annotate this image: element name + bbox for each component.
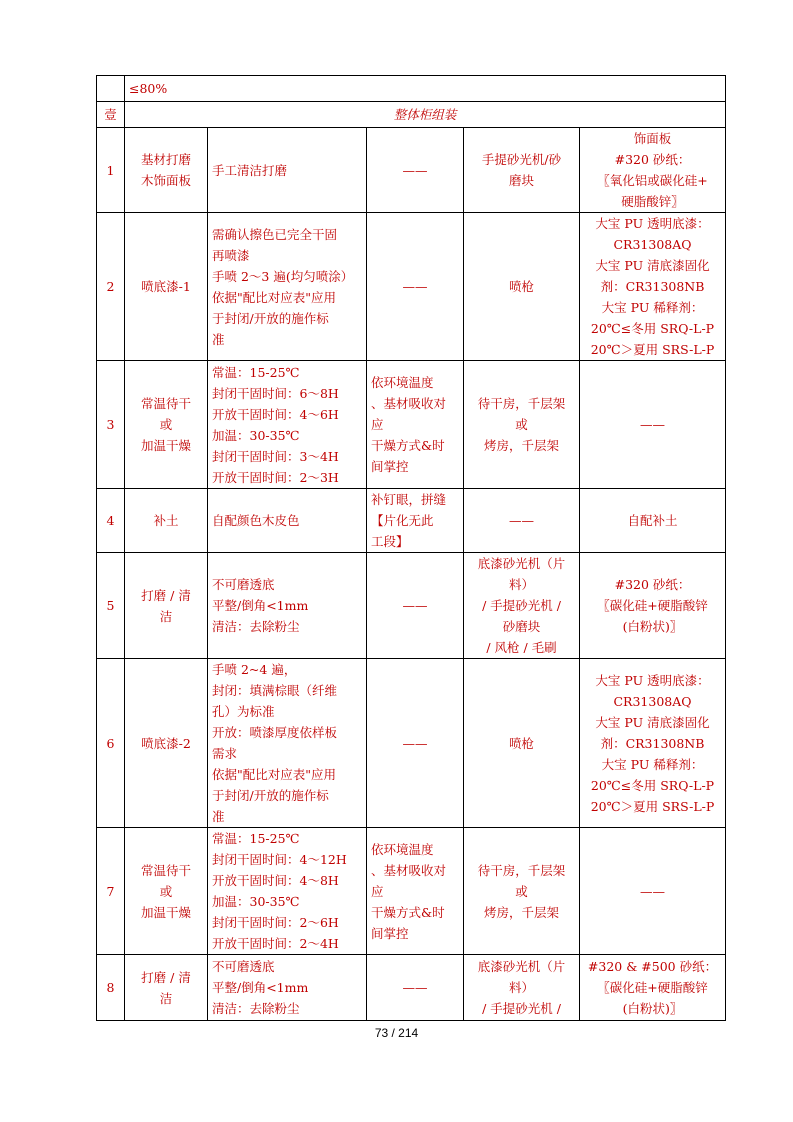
process-material-line: 大宝 PU 稀释剂： (601, 300, 704, 315)
process-material-line: 饰面板 (633, 131, 672, 146)
process-note-cell (367, 955, 464, 1021)
process-method-line: 封闭干固时间：4～12H (212, 852, 347, 867)
process-tool-cell (464, 553, 580, 659)
process-note-line: —— (402, 980, 428, 995)
process-name-line: 或 (159, 417, 173, 432)
process-method-line: 准 (212, 331, 225, 347)
process-method-line: 不可磨透底 (212, 959, 275, 974)
process-tool-line: / 风枪 / 毛刷 (486, 640, 557, 655)
process-material-line: 〖碳化硅+硬脂酸锌 (597, 598, 708, 613)
process-note-line: 工段】 (371, 534, 409, 549)
process-tool-line: / 手提砂光机 / (482, 1001, 561, 1016)
process-tool-line: 烤房，千层架 (483, 438, 559, 453)
process-tool-cell (464, 489, 580, 553)
process-method-line: 手工清洁打磨 (212, 162, 288, 178)
process-tool-line: 或 (515, 883, 528, 899)
process-name-cell (125, 955, 208, 1021)
process-method-cell (208, 659, 367, 828)
process-note-cell (367, 828, 464, 955)
process-tool-cell (464, 955, 580, 1021)
process-method-line: 加温：30-35℃ (212, 894, 300, 909)
process-method-line: 手喷 2~4 遍， (212, 662, 297, 677)
page-number: 73 / 214 (374, 1026, 419, 1040)
top-row-value: ≤80% (125, 76, 726, 102)
process-note-line: 干燥方式&时 (371, 438, 445, 453)
process-material-line: (白粉状)〗 (622, 1001, 683, 1016)
process-method-cell (208, 553, 367, 659)
process-note-line: 间掌控 (371, 925, 409, 941)
process-method-cell (208, 213, 367, 361)
process-method-line: 孔）为标准 (212, 704, 275, 719)
table-row (97, 128, 726, 213)
process-method-line: 开放干固时间：4～6H (212, 406, 339, 422)
process-material-line: 硬脂酸锌〗 (621, 194, 684, 209)
process-name-cell (125, 489, 208, 553)
process-note-line: —— (402, 598, 428, 613)
process-name-line: 补土 (153, 513, 179, 528)
process-method-line: 封闭干固时间：2～6H (212, 915, 339, 930)
process-method-line: 于封闭/开放的施作标 (212, 310, 329, 326)
process-method-line: 加温：30-35℃ (212, 427, 300, 443)
process-name-line: 加温干燥 (140, 438, 191, 453)
process-method-line: 需求 (212, 746, 238, 761)
process-method-line: 开放：喷漆厚度依样板 (212, 725, 338, 740)
row-number-cell: 5 (97, 553, 125, 659)
process-method-line: 再喷漆 (212, 247, 250, 263)
process-method-line: 平整/倒角<1mm (212, 598, 309, 613)
table-row (97, 361, 726, 489)
process-material-line: 大宝 PU 透明底漆： (595, 672, 710, 688)
process-material-line: (白粉状)〗 (622, 619, 683, 634)
process-material-line: #320 砂纸： (614, 577, 691, 592)
section-header-row (97, 102, 726, 128)
process-tool-cell (464, 828, 580, 955)
process-method-line: 常温：15-25℃ (212, 831, 300, 846)
process-tool-cell (464, 128, 580, 213)
process-material-line: 剂：CR31308NB (600, 279, 705, 294)
process-material-cell (580, 828, 726, 955)
process-material-cell (580, 128, 726, 213)
process-tool-line: 喷枪 (508, 735, 534, 751)
process-note-line: 应 (371, 883, 384, 899)
process-material-line: CR31308AQ (613, 693, 692, 709)
process-method-line: 开放干固时间：4～8H (212, 873, 339, 888)
process-material-cell (580, 361, 726, 489)
process-name-cell (125, 828, 208, 955)
process-method-line: 需确认擦色已完全干固 (212, 226, 338, 242)
process-tool-line: 料） (508, 980, 534, 995)
process-name-line: 洁 (159, 990, 173, 1006)
process-tool-line: 磨块 (508, 173, 534, 188)
process-method-line: 于封闭/开放的施作标 (212, 788, 329, 803)
process-material-cell (580, 955, 726, 1021)
process-tool-line: 底漆砂光机（片 (477, 959, 566, 974)
process-material-line: —— (640, 417, 665, 432)
process-material-line: CR31308AQ (613, 237, 692, 252)
process-material-line: 剂：CR31308NB (600, 735, 705, 751)
section-title: 整体柜组装 (125, 102, 726, 128)
process-material-line: 大宝 PU 清底漆固化 (595, 714, 710, 730)
process-note-line: 干燥方式&时 (371, 904, 445, 920)
process-tool-line: 喷枪 (508, 279, 534, 294)
process-name-cell (125, 128, 208, 213)
process-method-cell (208, 955, 367, 1021)
process-material-cell (580, 553, 726, 659)
process-material-line: 自配补土 (627, 513, 678, 528)
process-material-line: 20℃≤冬用 SRQ-L-P (590, 321, 715, 336)
process-table (96, 75, 726, 1021)
table-row (97, 489, 726, 553)
process-note-line: 应 (371, 417, 384, 432)
process-name-line: 常温待干 (140, 862, 191, 878)
process-material-line: #320 砂纸： (614, 152, 691, 167)
process-name-cell (125, 361, 208, 489)
process-note-line: 间掌控 (371, 459, 409, 474)
process-note-line: 、基材吸收对 (371, 862, 447, 878)
process-name-line: 打磨 / 清 (141, 587, 191, 603)
table-row (97, 828, 726, 955)
process-method-line: 清洁：去除粉尘 (212, 1001, 300, 1016)
process-note-cell (367, 489, 464, 553)
process-note-line: —— (402, 735, 428, 751)
process-material-line: 〖氧化铝或碳化硅+ (597, 173, 708, 188)
process-material-cell (580, 489, 726, 553)
process-tool-cell (464, 361, 580, 489)
table-row (97, 955, 726, 1021)
process-material-line: 20℃＞夏用 SRS-L-P (590, 798, 715, 814)
process-material-line: 20℃＞夏用 SRS-L-P (590, 342, 715, 357)
process-tool-cell (464, 659, 580, 828)
process-method-line: 封闭：填满棕眼（纤维 (212, 683, 338, 698)
process-name-cell (125, 213, 208, 361)
table-row-top (97, 76, 726, 102)
process-name-line: 喷底漆-1 (141, 279, 191, 294)
process-name-line: 加温干燥 (140, 904, 191, 920)
process-note-line: —— (402, 279, 428, 294)
process-method-line: 手喷 2～3 遍(均匀喷涂） (212, 268, 354, 284)
process-tool-line: —— (509, 513, 534, 528)
process-method-line: 准 (212, 809, 225, 824)
process-method-line: 开放干固时间：2～3H (212, 469, 339, 485)
process-name-line: 洁 (159, 608, 173, 624)
process-material-line: 大宝 PU 清底漆固化 (595, 258, 710, 273)
process-note-cell (367, 128, 464, 213)
process-note-line: —— (402, 162, 428, 178)
process-material-line: 〖碳化硅+硬脂酸锌 (597, 980, 708, 995)
process-name-cell (125, 553, 208, 659)
process-note-line: 【片化无此 (371, 513, 434, 528)
process-method-line: 自配颜色木皮色 (212, 513, 300, 528)
process-method-line: 依据"配比对应表"应用 (212, 289, 336, 305)
process-note-line: 补钉眼，拼缝 (371, 492, 447, 507)
process-name-line: 木饰面板 (140, 173, 191, 188)
row-number-cell: 4 (97, 489, 125, 553)
process-name-line: 打磨 / 清 (141, 969, 191, 985)
process-method-line: 不可磨透底 (212, 577, 275, 592)
process-name-line: 喷底漆-2 (141, 735, 191, 751)
table-row (97, 213, 726, 361)
process-method-line: 封闭干固时间：3～4H (212, 448, 339, 464)
row-number-cell: 8 (97, 955, 125, 1021)
process-method-line: 封闭干固时间：6～8H (212, 385, 339, 401)
process-method-line: 平整/倒角<1mm (212, 980, 309, 995)
table-row (97, 659, 726, 828)
row-number-cell: 6 (97, 659, 125, 828)
process-method-line: 清洁：去除粉尘 (212, 619, 300, 634)
process-tool-line: 料） (508, 577, 534, 592)
process-note-cell (367, 361, 464, 489)
row-number-cell: 1 (97, 128, 125, 213)
process-material-cell (580, 659, 726, 828)
process-tool-line: 待干房，千层架 (477, 396, 566, 411)
process-tool-line: 或 (515, 417, 528, 432)
process-method-cell (208, 128, 367, 213)
process-name-line: 常温待干 (140, 396, 191, 411)
process-method-cell (208, 828, 367, 955)
process-method-line: 开放干固时间：2～4H (212, 936, 339, 951)
process-material-cell (580, 213, 726, 361)
process-method-cell (208, 361, 367, 489)
process-tool-cell (464, 213, 580, 361)
process-note-cell (367, 553, 464, 659)
top-row-num-cell (97, 76, 125, 102)
process-tool-line: 待干房，千层架 (477, 862, 566, 878)
process-tool-line: / 手提砂光机 / (482, 598, 561, 613)
process-material-line: 大宝 PU 稀释剂： (601, 756, 704, 772)
process-material-line: 大宝 PU 透明底漆： (595, 216, 710, 231)
process-note-line: 、基材吸收对 (371, 396, 447, 411)
process-method-cell (208, 489, 367, 553)
process-name-line: 基材打磨 (140, 152, 191, 167)
row-number-cell: 2 (97, 213, 125, 361)
process-tool-line: 手提砂光机/砂 (481, 152, 562, 167)
process-tool-line: 烤房，千层架 (483, 904, 559, 920)
table-row (97, 553, 726, 659)
process-note-cell (367, 213, 464, 361)
process-tool-line: 砂磨块 (502, 619, 541, 634)
process-note-line: 依环境温度 (371, 375, 434, 390)
process-name-line: 或 (159, 883, 173, 899)
process-tool-line: 底漆砂光机（片 (477, 556, 566, 571)
process-material-line: #320 & #500 砂纸： (587, 959, 718, 974)
row-number-cell: 3 (97, 361, 125, 489)
process-note-cell (367, 659, 464, 828)
process-method-line: 依据"配比对应表"应用 (212, 767, 336, 782)
process-note-line: 依环境温度 (371, 841, 434, 857)
process-method-line: 常温：15-25℃ (212, 364, 300, 380)
process-material-line: —— (640, 883, 665, 899)
process-material-line: 20℃≤冬用 SRQ-L-P (590, 777, 715, 793)
row-number-cell: 7 (97, 828, 125, 955)
process-name-cell (125, 659, 208, 828)
section-number: 壹 (97, 102, 125, 128)
